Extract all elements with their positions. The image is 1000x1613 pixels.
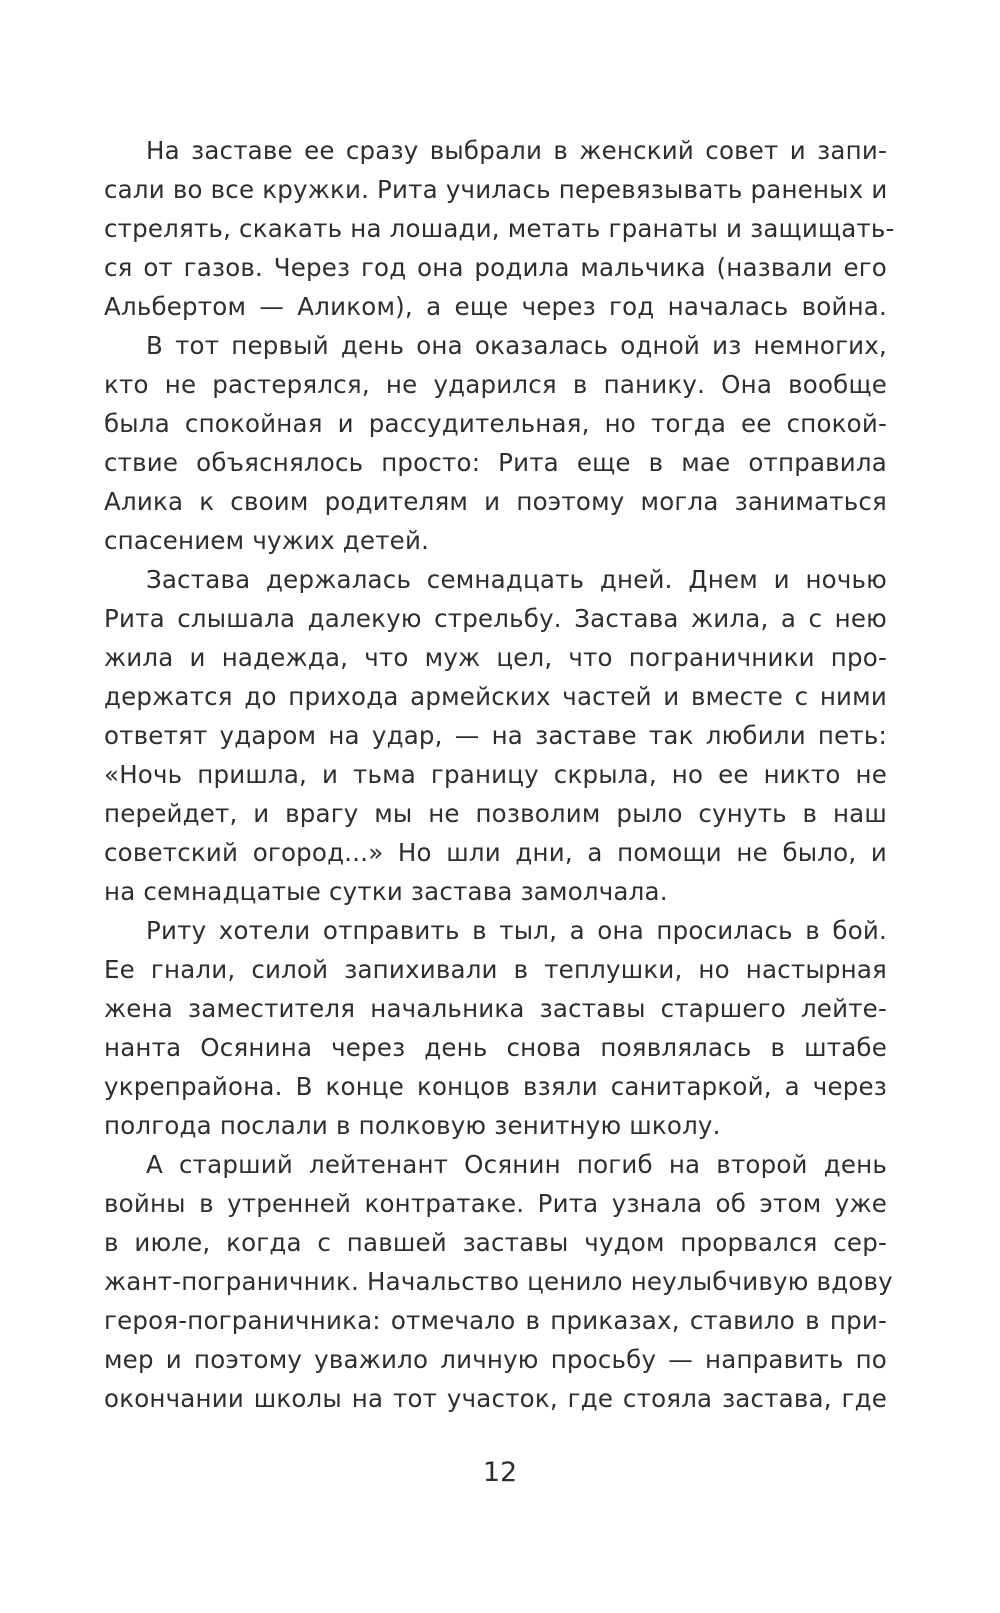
text-line: советский огород...» Но шли дни, а помощи не было, и <box>104 838 887 867</box>
text-line: Риту хотели отправить в тыл, а она просилась в бой. <box>146 916 887 945</box>
text-line: в июле, когда с павшей заставы чудом прорвался сер- <box>104 1228 887 1257</box>
text-line: Алика к своим родителям и поэтому могла заниматься <box>104 487 887 516</box>
text-line: жила и надежда, что муж цел, что пограничники про- <box>104 643 887 672</box>
text-line: На заставе ее сразу выбрали в женский совет и запи- <box>146 136 887 165</box>
text-line: сали во все кружки. Рита училась перевязывать раненых и <box>104 175 888 204</box>
page-number: 12 <box>482 1457 518 1488</box>
text-line: Застава держалась семнадцать дней. Днем и ночью <box>146 565 887 594</box>
text-line: стрелять, скакать на лошади, метать гранаты и защищать- <box>104 214 895 243</box>
body-text <box>104 131 895 1418</box>
text-line: нанта Осянина через день снова появлялась в штабе <box>104 1033 887 1062</box>
text-line: мер и поэтому уважило личную просьбу — направить по <box>104 1345 887 1374</box>
text-line: Альбертом — Аликом), а еще через год началась война. <box>104 292 887 321</box>
text-line: полгода послали в полковую зенитную школу. <box>104 1111 721 1140</box>
text-line: ответят ударом на удар, — на заставе так любили петь: <box>104 721 887 750</box>
text-line: Рита слышала далекую стрельбу. Застава жила, а с нею <box>104 604 887 633</box>
text-line: «Ночь пришла, и тьма границу скрыла, но ее никто не <box>104 760 887 789</box>
text-line: жена заместителя начальника заставы старшего лейте- <box>104 994 887 1023</box>
text-line: Ее гнали, силой запихивали в теплушки, но настырная <box>104 955 887 984</box>
text-line: перейдет, и врагу мы не позволим рыло сунуть в наш <box>104 799 887 828</box>
text-line: кто не растерялся, не ударился в панику. Она вообще <box>104 370 887 399</box>
text-line: В тот первый день она оказалась одной из немногих, <box>146 331 887 360</box>
text-line: войны в утренней контратаке. Рита узнала об этом уже <box>104 1189 887 1218</box>
text-line: держатся до прихода армейских частей и вместе с ними <box>104 682 887 711</box>
text-line: на семнадцатые сутки застава замолчала. <box>104 877 668 906</box>
text-line: была спокойная и рассудительная, но тогда ее спокой- <box>104 409 887 438</box>
text-line: ся от газов. Через год она родила мальчика (назвали его <box>104 253 887 282</box>
text-line: укрепрайона. В конце концов взяли санитаркой, а через <box>104 1072 887 1101</box>
text-line: окончании школы на тот участок, где стояла застава, где <box>104 1384 887 1413</box>
text-line: героя-пограничника: отмечало в приказах, ставило в при- <box>104 1306 887 1335</box>
text-line: ствие объяснялось просто: Рита еще в мае отправила <box>104 448 887 477</box>
text-line: А старший лейтенант Осянин погиб на второй день <box>146 1150 887 1179</box>
text-line: спасением чужих детей. <box>104 526 430 555</box>
text-line: жант-пограничник. Начальство ценило неулыбчивую вдову <box>104 1267 893 1296</box>
